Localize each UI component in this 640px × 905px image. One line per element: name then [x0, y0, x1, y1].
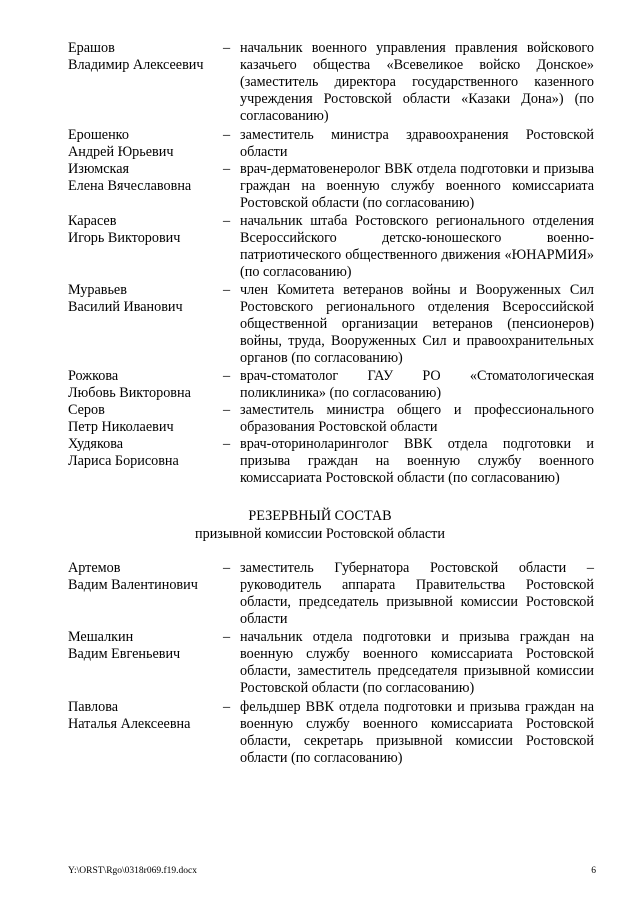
dash-separator: –: [223, 282, 231, 298]
dash-separator: –: [223, 629, 231, 645]
member-description: член Комитета ветеранов войны и Вооруженных Сил Ростовского регионального отделения Всероссийской общественной организации ветеранов (пенсионеров) войны, труда, Вооруженных Сил и правоохранительных органов (по согласованию): [240, 282, 594, 367]
member-given-name: Любовь Викторовна: [68, 385, 191, 402]
member-surname: Павлова: [68, 699, 119, 715]
member-name: [68, 161, 228, 195]
dash-separator: –: [223, 368, 231, 384]
member-name: [68, 40, 228, 74]
dash-separator: –: [223, 560, 231, 576]
section-title: РЕЗЕРВНЫЙ СОСТАВ: [248, 508, 392, 524]
member-name: [68, 629, 228, 663]
member-description: врач-оториноларинголог ВВК отдела подготовки и призыва граждан на военную службу военного комиссариата Ростовской области (по согласованию): [240, 436, 594, 487]
member-surname: Карасев: [68, 213, 117, 229]
member-name: [68, 436, 228, 470]
member-name: [68, 560, 228, 594]
member-surname: Ерашов: [68, 40, 115, 56]
dash-separator: –: [223, 161, 231, 177]
member-surname: Мешалкин: [68, 629, 134, 645]
dash-separator: –: [223, 402, 231, 418]
dash-separator: –: [223, 40, 231, 56]
member-given-name: Петр Николаевич: [68, 419, 174, 436]
member-given-name: Елена Вячеславовна: [68, 178, 192, 195]
member-given-name: Лариса Борисовна: [68, 453, 179, 470]
member-given-name: Андрей Юрьевич: [68, 144, 174, 161]
member-description: начальник штаба Ростовского регионального отделения Всероссийского детско-юношеского военно-патриотического общественного движения «ЮНАРМИЯ» (по согласованию): [240, 213, 594, 281]
member-given-name: Василий Иванович: [68, 299, 183, 316]
member-given-name: Вадим Евгеньевич: [68, 646, 181, 663]
member-name: [68, 402, 228, 436]
member-name: [68, 127, 228, 161]
member-description: врач-дерматовенеролог ВВК отдела подготовки и призыва граждан на военную службу военного комиссариата Ростовской области (по согласованию): [240, 161, 594, 212]
footer-page-number: 6: [591, 866, 596, 876]
member-given-name: Наталья Алексеевна: [68, 716, 191, 733]
dash-separator: –: [223, 213, 231, 229]
footer-file-path: Y:\ORST\Rgo\0318r069.f19.docx: [68, 866, 197, 876]
member-given-name: Владимир Алексеевич: [68, 57, 204, 74]
member-surname: Серов: [68, 402, 105, 418]
section-subtitle: призывной комиссии Ростовской области: [195, 526, 445, 542]
member-name: [68, 213, 228, 247]
dash-separator: –: [223, 699, 231, 715]
member-surname: Худякова: [68, 436, 124, 452]
member-surname: Рожкова: [68, 368, 119, 384]
member-description: заместитель Губернатора Ростовской области – руководитель аппарата Правительства Ростовской области, председатель призывной комиссии Ростовской области: [240, 560, 594, 628]
member-description: фельдшер ВВК отдела подготовки и призыва граждан на военную службу военного комиссариата Ростовской области, секретарь призывной комиссии Ростовской области (по согласованию): [240, 699, 594, 767]
member-name: [68, 282, 228, 316]
member-description: начальник военного управления правления войскового казачьего общества «Всевеликое войско Донское» (заместитель директора государственного казенного учреждения Ростовской области «Казаки Дона») (по согласованию): [240, 40, 594, 125]
member-surname: Артемов: [68, 560, 121, 576]
member-description: заместитель министра здравоохранения Ростовской области: [240, 127, 594, 161]
member-surname: Муравьев: [68, 282, 127, 298]
member-name: [68, 699, 228, 733]
member-description: заместитель министра общего и профессионального образования Ростовской области: [240, 402, 594, 436]
member-given-name: Игорь Викторович: [68, 230, 181, 247]
member-given-name: Вадим Валентинович: [68, 577, 198, 594]
member-name: [68, 368, 228, 402]
member-description: начальник отдела подготовки и призыва граждан на военную службу военного комиссариата Ростовской области, заместитель председателя призывной комиссии Ростовской области (по согласованию): [240, 629, 594, 697]
member-surname: Ерошенко: [68, 127, 129, 143]
dash-separator: –: [223, 436, 231, 452]
member-description: врач-стоматолог ГАУ РО «Стоматологическая поликлиника» (по согласованию): [240, 368, 594, 402]
member-surname: Изюмская: [68, 161, 130, 177]
dash-separator: –: [223, 127, 231, 143]
